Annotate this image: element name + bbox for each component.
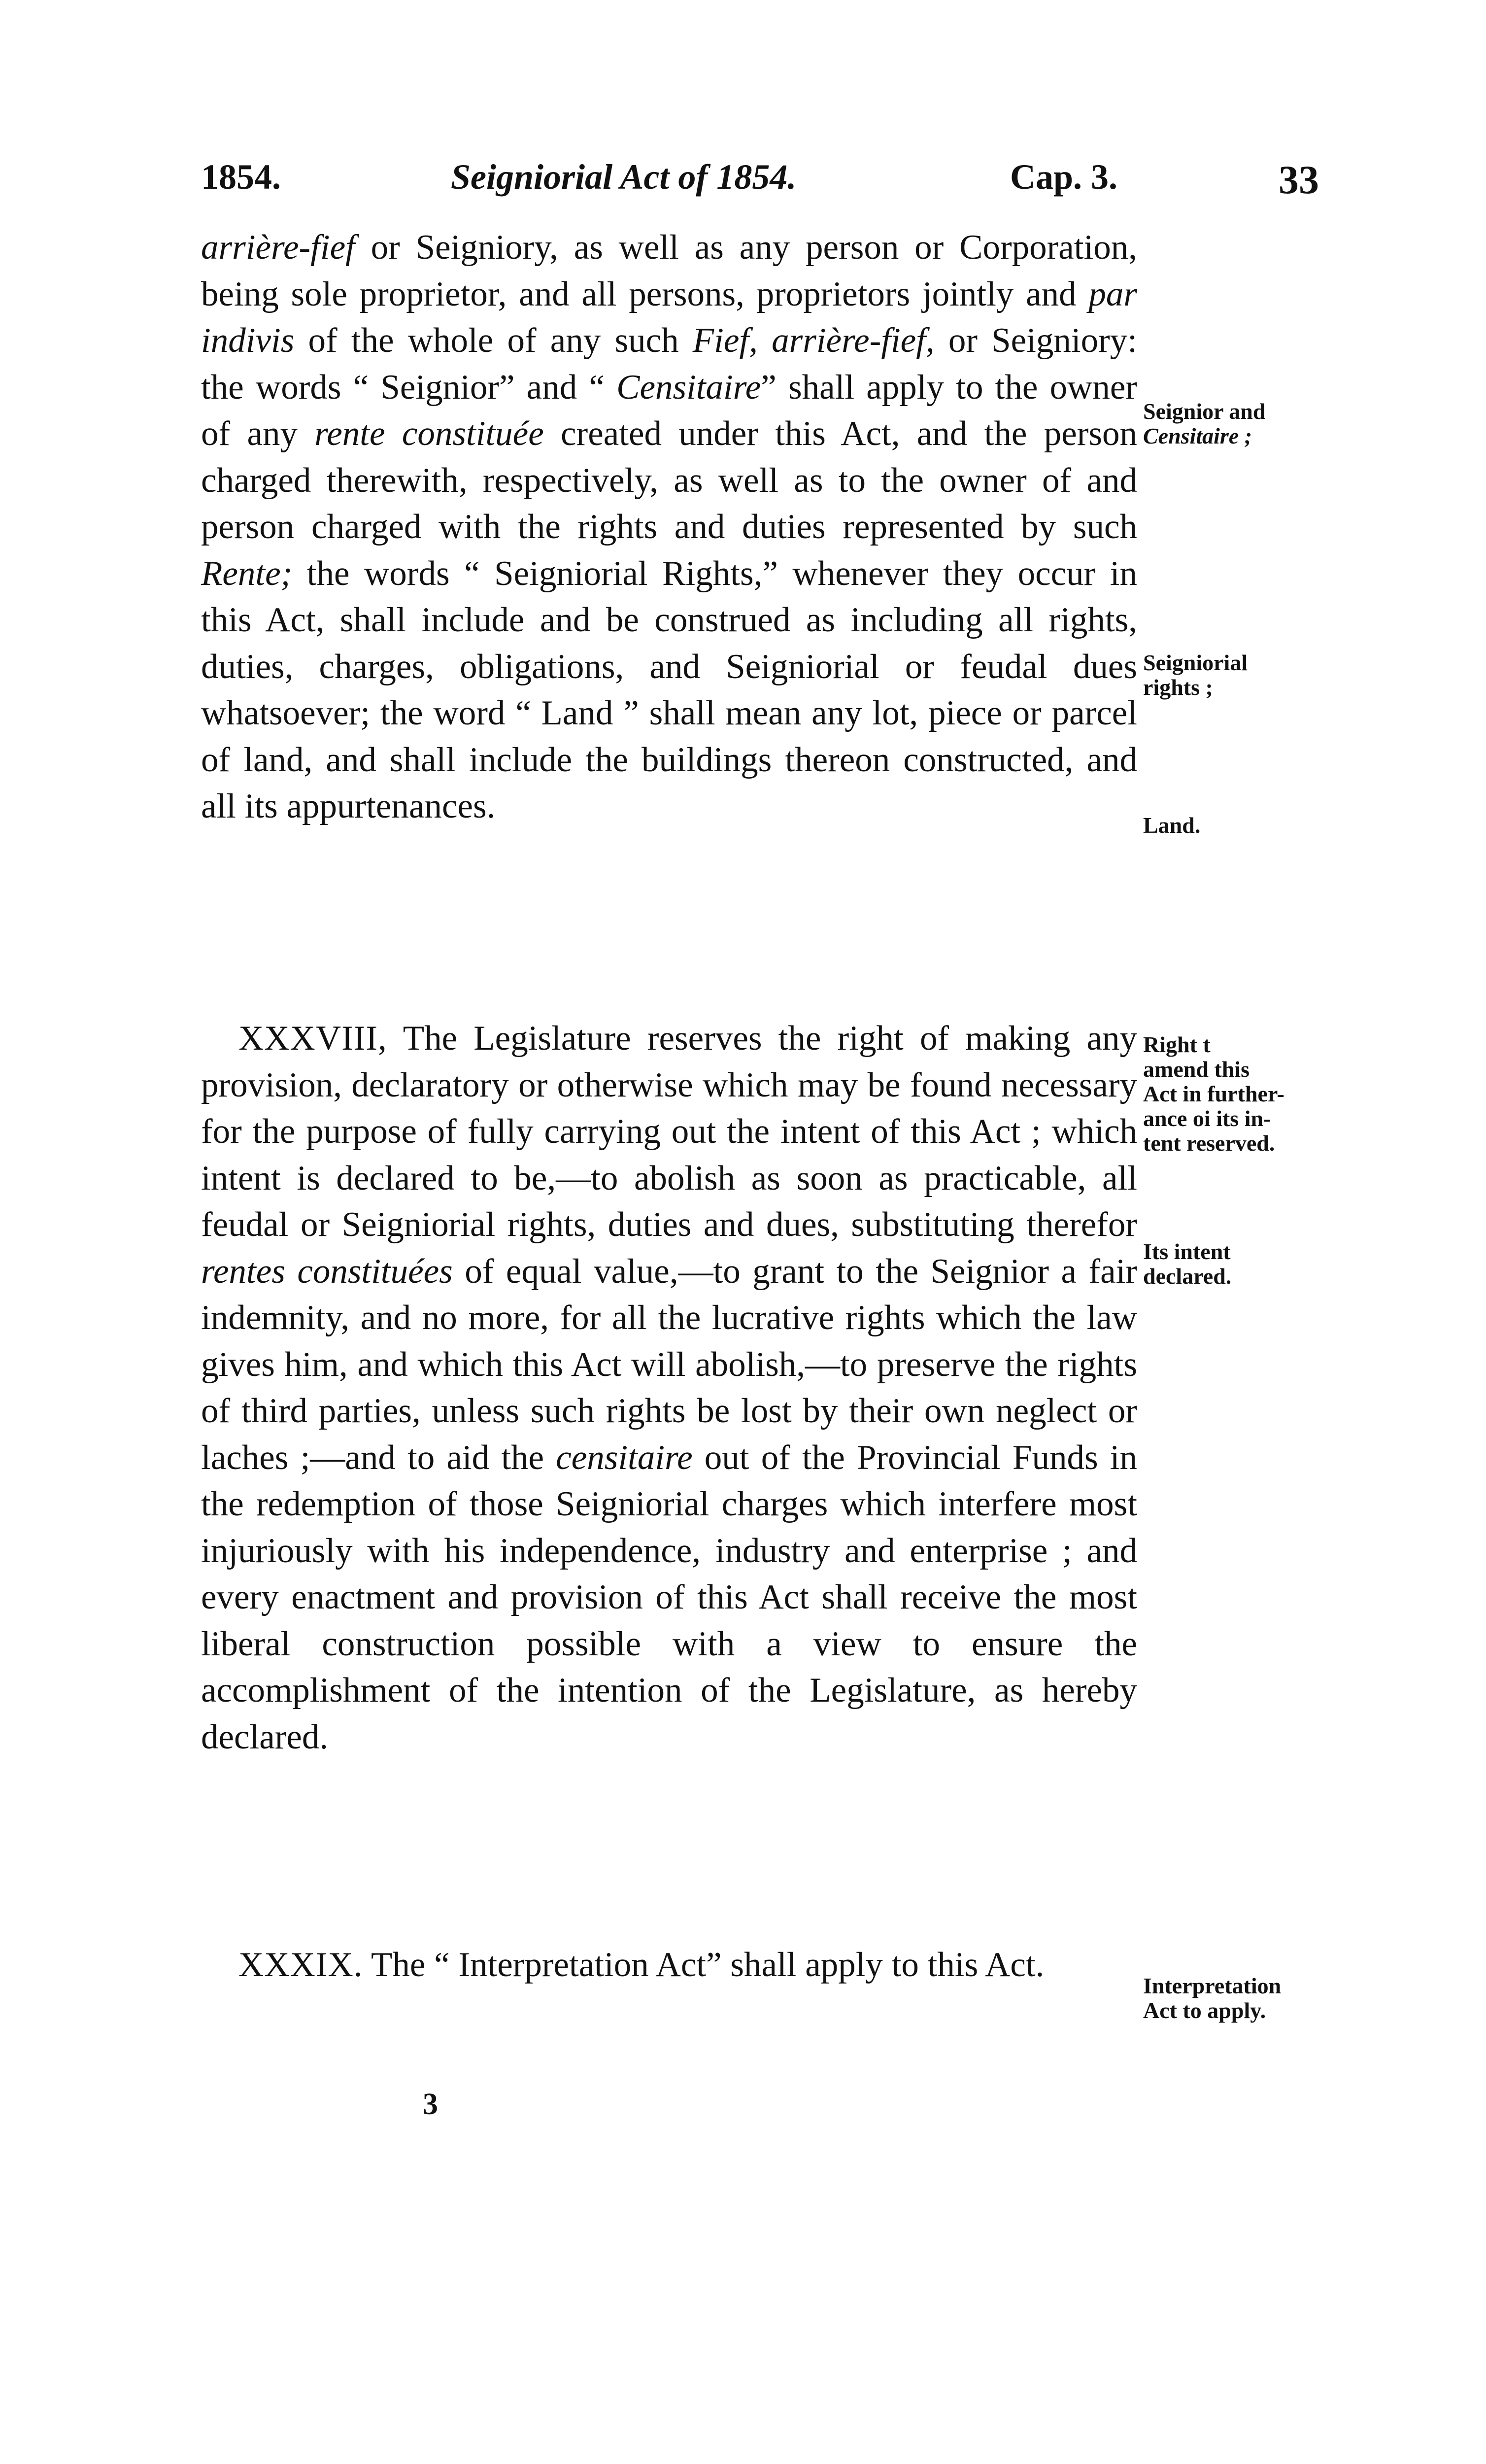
- running-header: [0, 157, 1486, 211]
- section-39: [201, 1942, 1137, 1988]
- text-run: ” shall apply to the owner of any: [201, 368, 1138, 453]
- marginal-note-intent: [1143, 1239, 1350, 1289]
- marginal-note-line: rights ;: [1143, 675, 1213, 700]
- text-run: the words “ Seigniorial Rights,” whenever they occur in this Act, shall include and be construed as including all rights, duties, charges, obligations, and Seigniorial or feudal dues whatsoever; the word “ Land ” shall mean any lot, piece or parcel of land, and shall include the buildings thereon constructed, and all its appurtenances.: [201, 554, 1137, 825]
- header-year: 1854.: [201, 157, 281, 197]
- text-run: created under this Act, and the person charged therewith, respectively, as well as to the owner of and person charged with the rights and duties represented by such: [201, 414, 1137, 546]
- marginal-note-line: tent reserved.: [1143, 1130, 1275, 1156]
- page-number: 33: [1279, 157, 1319, 202]
- marginal-note-land: [1143, 813, 1350, 838]
- section-continued: [201, 224, 1137, 830]
- marginal-note-line: amend this: [1143, 1057, 1250, 1082]
- section-39-paragraph: [201, 1942, 1137, 1988]
- header-chapter: Cap. 3.: [1010, 157, 1118, 197]
- text-run: or Seigniory, as well as any person or Corporation, being sole proprietor, and all persons, proprietors jointly and: [201, 228, 1137, 313]
- marginal-note-line: [1143, 424, 1350, 448]
- text-italic: arrière-fief: [201, 228, 355, 267]
- marginal-note-seignior-censitaire: [1143, 399, 1350, 448]
- section-38: [201, 1015, 1137, 1760]
- marginal-note-line: Right t: [1143, 1032, 1211, 1057]
- marginal-note-line: Seignior and: [1143, 399, 1266, 424]
- marginal-note-line: Land.: [1143, 813, 1201, 838]
- section-38-paragraph: [201, 1015, 1137, 1760]
- text-run: of equal value,—to grant to the Seignior a fair indemnity, and no more, for all the lucrative rights which the law gives him, and which this Act will abolish,—to preserve the rights of third parties, unless such rights be lost by their own neglect or laches ;—and to aid the: [201, 1252, 1137, 1477]
- text-italic: Rente;: [201, 554, 293, 593]
- text-run: out of the Provincial Funds in the redemption of those Seigniorial charges which interfere most injuriously with his independence, industry and enterprise ; and every enactment and provision of this Act shall receive the most liberal construction possible with a view to ensure the accomplishment of the intention of the Legislature, as hereby declared.: [201, 1438, 1137, 1756]
- marginal-note-seigniorial-rights: [1143, 650, 1350, 700]
- marginal-note-italic: Censitaire ;: [1143, 423, 1252, 448]
- text-run: The “ Interpretation Act” shall apply to this Act.: [363, 1946, 1045, 1984]
- section-continued-paragraph: [201, 224, 1137, 830]
- marginal-note-line: Its intent: [1143, 1239, 1231, 1264]
- text-italic: Censitaire: [616, 368, 761, 407]
- marginal-note-line: Act in further-: [1143, 1081, 1284, 1106]
- text-italic: Fief, arrière-fief,: [692, 321, 935, 360]
- text-run: or Seigniory: the words “ Seignior” and “: [201, 321, 1137, 407]
- marginal-note-line: declared.: [1143, 1264, 1232, 1289]
- marginal-note-line: Interpretation: [1143, 1973, 1282, 1998]
- marginal-note-line: Seigniorial: [1143, 650, 1248, 675]
- text-italic: rente constituée: [314, 414, 544, 453]
- section-number: XXXIX.: [238, 1946, 363, 1984]
- header-title: Seigniorial Act of 1854.: [451, 157, 797, 197]
- section-number: XXXVIII,: [238, 1019, 387, 1058]
- text-run: The Legislature reserves the right of making any provision, declaratory or otherwise which may be found necessary for the purpose of fully carrying out the intent of this Act ; which intent is declared to be,—to abolish as soon as practicable, all feudal or Seigniorial rights, duties and dues, substituting therefor: [201, 1019, 1137, 1244]
- signature-mark: 3: [423, 2088, 438, 2121]
- text-italic: rentes constituées: [201, 1252, 453, 1291]
- marginal-note-line: Act to apply.: [1143, 1998, 1266, 2023]
- marginal-note-right-to-amend: [1143, 1032, 1350, 1156]
- text-italic: censitaire: [556, 1438, 693, 1477]
- marginal-note-line: ance oi its in-: [1143, 1106, 1271, 1131]
- marginal-note-interpretation: [1143, 1974, 1350, 2023]
- text-italic: par indivis: [201, 274, 1137, 360]
- text-run: of the whole of any such: [294, 321, 693, 360]
